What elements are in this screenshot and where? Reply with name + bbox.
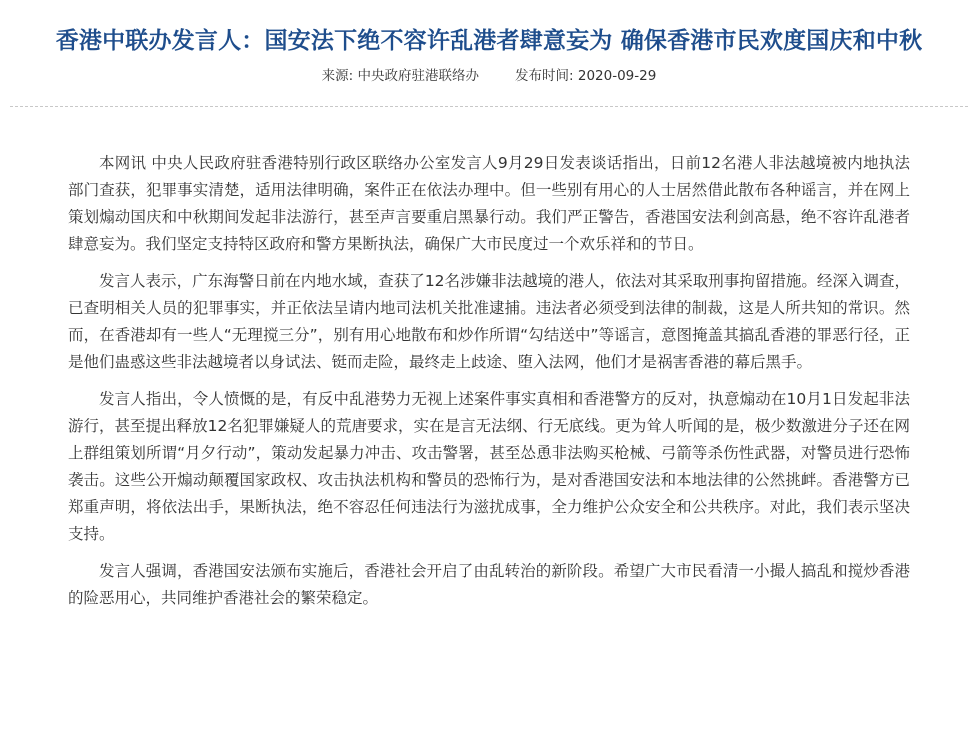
article-paragraph: 发言人指出，令人愤慨的是，有反中乱港势力无视上述案件事实真相和香港警方的反对，执意煽动在10月1日发起非法游行，甚至提出释放12名犯罪嫌疑人的荒唐要求，实在是言无法纲、行无底线。更为耸人听闻的是，极少数激进分子还在网上群组策划所谓“月夕行动”，策动发起暴力冲击、攻击警署，甚至怂恿非法购买枪械、弓箭等杀伤性武器，对警员进行恐怖袭击。这些公开煽动颠覆国家政权、攻击执法机构和警员的恐怖行为，是对香港国安法和本地法律的公然挑衅。香港警方已郑重声明，将依法出手，果断执法，绝不容忍任何违法行为滋扰成事，全力维护公众安全和公共秩序。对此，我们表示坚决支持。	[68, 390, 910, 543]
article-date-label: 发布时间:	[515, 68, 578, 84]
article-body	[68, 150, 910, 622]
article-paragraph: 发言人表示，广东海警日前在内地水域，查获了12名涉嫌非法越境的港人，依法对其采取刑事拘留措施。经深入调查，已查明相关人员的犯罪事实，并正依法呈请内地司法机关批准逮捕。违法者必须受到法律的制裁，这是人所共知的常识。然而，在香港却有一些人“无理搅三分”，别有用心地散布和炒作所谓“勾结送中”等谣言，意图掩盖其搞乱香港的罪恶行径，正是他们蛊惑这些非法越境者以身试法、铤而走险，最终走上歧途、堕入法网，他们才是祸害香港的幕后黑手。	[68, 272, 910, 371]
article-date: 2020-09-29	[577, 68, 657, 84]
article-paragraph: 本网讯 中央人民政府驻香港特别行政区联络办公室发言人9月29日发表谈话指出，日前12名港人非法越境被内地执法部门查获，犯罪事实清楚，适用法律明确，案件正在依法办理中。但一些别有用心的人士居然借此散布各种谣言，并在网上策划煽动国庆和中秋期间发起非法游行，甚至声言要重启黑暴行动。我们严正警告，香港国安法利剑高悬，绝不容许乱港者肆意妄为。我们坚定支持特区政府和警方果断执法，确保广大市民度过一个欢乐祥和的节日。	[68, 154, 910, 253]
article-meta	[0, 66, 978, 86]
article-paragraph: 发言人强调，香港国安法颁布实施后，香港社会开启了由乱转治的新阶段。希望广大市民看清一小撮人搞乱和搅炒香港的险恶用心，共同维护香港社会的繁荣稳定。	[68, 562, 910, 607]
article-source: 来源: 中央政府驻港联络办	[321, 68, 480, 84]
title-divider	[10, 106, 968, 107]
article-title: 香港中联办发言人：国安法下绝不容许乱港者肆意妄为 确保香港市民欢度国庆和中秋	[55, 28, 923, 55]
